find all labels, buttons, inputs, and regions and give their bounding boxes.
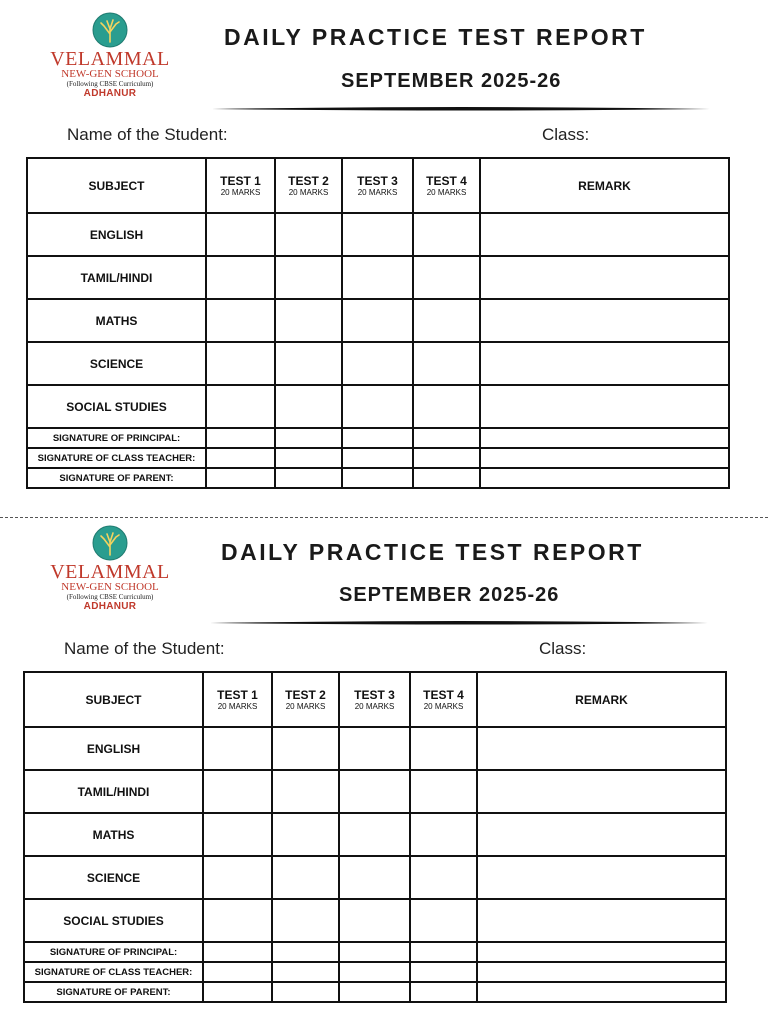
school-campus: ADHANUR <box>83 601 137 612</box>
test-2-header <box>272 672 339 727</box>
test-name: TEST 3 <box>357 173 398 188</box>
test-name: TEST 1 <box>220 173 261 188</box>
test-4-score-cell[interactable] <box>413 342 480 385</box>
test-3-score-cell[interactable] <box>339 856 410 899</box>
test-4-score-cell[interactable] <box>413 385 480 428</box>
test-name: TEST 2 <box>285 687 326 702</box>
test-3-score-cell[interactable] <box>342 213 413 256</box>
subject-header: SUBJECT <box>27 158 206 213</box>
test-3-score-cell[interactable] <box>342 256 413 299</box>
test-marks: 20 MARKS <box>220 187 261 197</box>
signature-cell[interactable] <box>272 962 339 982</box>
signature-cell[interactable] <box>203 942 272 962</box>
test-name: TEST 1 <box>217 687 258 702</box>
school-logo <box>40 12 180 102</box>
table-row <box>24 770 726 813</box>
subject-cell: MATHS <box>27 299 206 342</box>
test-4-header <box>413 158 480 213</box>
remark-cell[interactable] <box>477 899 726 942</box>
remark-cell[interactable] <box>477 813 726 856</box>
signature-cell[interactable] <box>275 468 342 488</box>
test-name: TEST 4 <box>423 687 464 702</box>
test-4-score-cell[interactable] <box>410 727 477 770</box>
signature-cell[interactable] <box>480 428 729 448</box>
test-marks: 20 MARKS <box>357 187 398 197</box>
signature-cell[interactable] <box>206 428 275 448</box>
remark-cell[interactable] <box>480 256 729 299</box>
class-label: Class: <box>542 125 590 144</box>
remark-header: REMARK <box>480 158 729 213</box>
signature-cell[interactable] <box>477 942 726 962</box>
signature-cell[interactable] <box>413 448 480 468</box>
test-1-score-cell[interactable] <box>203 727 272 770</box>
title-underline <box>212 105 710 113</box>
signature-label: SIGNATURE OF PRINCIPAL: <box>27 428 206 448</box>
table-header-row <box>27 158 729 213</box>
signature-cell[interactable] <box>480 468 729 488</box>
school-logo <box>40 525 180 615</box>
test-3-score-cell[interactable] <box>342 299 413 342</box>
test-1-score-cell[interactable] <box>203 813 272 856</box>
signature-cell[interactable] <box>410 982 477 1002</box>
report-sheet-bottom <box>0 513 768 1025</box>
signature-label: SIGNATURE OF PRINCIPAL: <box>24 942 203 962</box>
remark-cell[interactable] <box>477 727 726 770</box>
remark-cell[interactable] <box>480 299 729 342</box>
signature-cell[interactable] <box>342 428 413 448</box>
school-name: VELAMMAL <box>50 561 170 583</box>
title-underline <box>210 619 708 627</box>
test-3-score-cell[interactable] <box>339 727 410 770</box>
test-2-score-cell[interactable] <box>275 342 342 385</box>
test-1-header <box>203 672 272 727</box>
test-marks: 20 MARKS <box>285 701 326 711</box>
student-name-label: Name of the Student: <box>64 639 225 658</box>
test-1-score-cell[interactable] <box>203 899 272 942</box>
signature-cell[interactable] <box>342 448 413 468</box>
subject-cell: TAMIL/HINDI <box>24 770 203 813</box>
test-3-header <box>342 158 413 213</box>
test-2-score-cell[interactable] <box>272 899 339 942</box>
signature-cell[interactable] <box>203 962 272 982</box>
table-row <box>27 299 729 342</box>
subject-cell: SCIENCE <box>27 342 206 385</box>
test-name: TEST 3 <box>354 687 395 702</box>
signature-cell[interactable] <box>410 962 477 982</box>
test-2-score-cell[interactable] <box>272 770 339 813</box>
test-4-score-cell[interactable] <box>413 299 480 342</box>
subject-cell: SCIENCE <box>24 856 203 899</box>
test-4-score-cell[interactable] <box>413 213 480 256</box>
signature-cell[interactable] <box>339 982 410 1002</box>
test-2-score-cell[interactable] <box>275 213 342 256</box>
class-label: Class: <box>539 639 587 658</box>
signature-label: SIGNATURE OF CLASS TEACHER: <box>24 962 203 982</box>
test-1-score-cell[interactable] <box>206 213 275 256</box>
table-row <box>24 813 726 856</box>
test-3-score-cell[interactable] <box>339 813 410 856</box>
remark-cell[interactable] <box>480 342 729 385</box>
signature-cell[interactable] <box>206 448 275 468</box>
table-row <box>24 727 726 770</box>
test-name: TEST 4 <box>426 173 467 188</box>
tree-emblem-icon <box>92 525 128 561</box>
test-1-score-cell[interactable] <box>206 342 275 385</box>
signature-cell[interactable] <box>275 448 342 468</box>
signature-cell[interactable] <box>342 468 413 488</box>
signature-cell[interactable] <box>272 942 339 962</box>
subject-cell: ENGLISH <box>27 213 206 256</box>
subject-header: SUBJECT <box>24 672 203 727</box>
table-header-row <box>24 672 726 727</box>
table-row <box>24 856 726 899</box>
signature-row <box>24 962 726 982</box>
subject-cell: ENGLISH <box>24 727 203 770</box>
report-period: SEPTEMBER 2025-26 <box>339 584 560 606</box>
test-4-score-cell[interactable] <box>413 256 480 299</box>
signature-label: SIGNATURE OF PARENT: <box>27 468 206 488</box>
test-1-header <box>206 158 275 213</box>
signature-cell[interactable] <box>339 962 410 982</box>
test-4-score-cell[interactable] <box>410 856 477 899</box>
test-4-score-cell[interactable] <box>410 899 477 942</box>
test-marks: 20 MARKS <box>426 187 467 197</box>
test-1-score-cell[interactable] <box>203 770 272 813</box>
signature-cell[interactable] <box>275 428 342 448</box>
test-2-score-cell[interactable] <box>272 727 339 770</box>
signature-cell[interactable] <box>206 468 275 488</box>
test-2-score-cell[interactable] <box>275 299 342 342</box>
school-name: VELAMMAL <box>50 48 170 70</box>
signature-cell[interactable] <box>477 982 726 1002</box>
test-name: TEST 2 <box>288 173 329 188</box>
test-1-score-cell[interactable] <box>206 256 275 299</box>
test-1-score-cell[interactable] <box>206 385 275 428</box>
signature-cell[interactable] <box>480 448 729 468</box>
test-4-header <box>410 672 477 727</box>
test-3-score-cell[interactable] <box>339 770 410 813</box>
signature-label: SIGNATURE OF PARENT: <box>24 982 203 1002</box>
test-1-score-cell[interactable] <box>203 856 272 899</box>
test-marks: 20 MARKS <box>217 701 258 711</box>
signature-cell[interactable] <box>413 428 480 448</box>
signature-cell[interactable] <box>272 982 339 1002</box>
table-row <box>24 899 726 942</box>
signature-label: SIGNATURE OF CLASS TEACHER: <box>27 448 206 468</box>
school-campus: ADHANUR <box>83 88 137 99</box>
school-curriculum: (Following CBSE Curriculum) <box>66 593 154 601</box>
test-4-score-cell[interactable] <box>410 770 477 813</box>
subject-cell: SOCIAL STUDIES <box>27 385 206 428</box>
test-marks: 20 MARKS <box>423 701 464 711</box>
subject-cell: MATHS <box>24 813 203 856</box>
signature-cell[interactable] <box>203 982 272 1002</box>
table-row <box>27 385 729 428</box>
signature-row <box>24 942 726 962</box>
test-marks: 20 MARKS <box>288 187 329 197</box>
report-sheet-top <box>0 0 768 512</box>
report-period: SEPTEMBER 2025-26 <box>341 70 562 92</box>
marks-table <box>26 157 730 489</box>
test-3-score-cell[interactable] <box>342 385 413 428</box>
school-subname: NEW-GEN SCHOOL <box>61 581 159 593</box>
signature-row <box>27 428 729 448</box>
tree-emblem-icon <box>92 12 128 48</box>
test-2-score-cell[interactable] <box>272 856 339 899</box>
test-2-header <box>275 158 342 213</box>
signature-cell[interactable] <box>413 468 480 488</box>
remark-header: REMARK <box>477 672 726 727</box>
test-4-score-cell[interactable] <box>410 813 477 856</box>
subject-cell: TAMIL/HINDI <box>27 256 206 299</box>
subject-cell: SOCIAL STUDIES <box>24 899 203 942</box>
signature-cell[interactable] <box>339 942 410 962</box>
signature-row <box>27 468 729 488</box>
test-2-score-cell[interactable] <box>275 385 342 428</box>
table-row <box>27 213 729 256</box>
table-row <box>27 256 729 299</box>
test-2-score-cell[interactable] <box>275 256 342 299</box>
marks-table <box>23 671 727 1003</box>
test-3-score-cell[interactable] <box>342 342 413 385</box>
school-subname: NEW-GEN SCHOOL <box>61 68 159 80</box>
remark-cell[interactable] <box>477 856 726 899</box>
test-1-score-cell[interactable] <box>206 299 275 342</box>
remark-cell[interactable] <box>480 213 729 256</box>
test-3-score-cell[interactable] <box>339 899 410 942</box>
test-3-header <box>339 672 410 727</box>
table-row <box>27 342 729 385</box>
remark-cell[interactable] <box>477 770 726 813</box>
signature-row <box>27 448 729 468</box>
signature-cell[interactable] <box>410 942 477 962</box>
report-title: DAILY PRACTICE TEST REPORT <box>221 539 644 565</box>
report-title: DAILY PRACTICE TEST REPORT <box>224 24 647 50</box>
test-2-score-cell[interactable] <box>272 813 339 856</box>
student-name-label: Name of the Student: <box>67 125 228 144</box>
signature-row <box>24 982 726 1002</box>
remark-cell[interactable] <box>480 385 729 428</box>
test-marks: 20 MARKS <box>354 701 395 711</box>
signature-cell[interactable] <box>477 962 726 982</box>
school-curriculum: (Following CBSE Curriculum) <box>66 80 154 88</box>
